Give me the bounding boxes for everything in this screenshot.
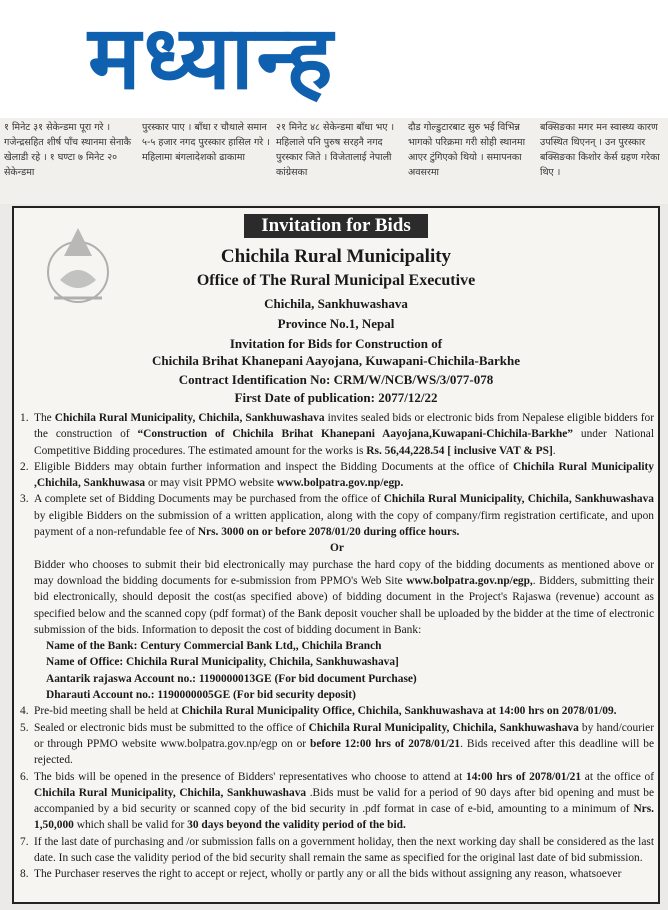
- newspaper-title: मध्यान्ह: [88, 6, 336, 109]
- list-item: 2. Eligible Bidders may obtain further information and inspect the Bidding Documents at the office of Chichila Rural Municipality ,Chichila, Sankhuwasa or may visit PPMO website www.bolpatra.gov.np/egp.: [20, 460, 654, 490]
- list-item: 5. Sealed or electronic bids must be submitted to the office of Chichila Rural Municipality, Chichila, Sankhuwashava by hand/courier or through PPMO website www.bolpatra.gov.np/egp on or before 12:00 hrs of 2078/01/21. Bids received after this deadline will be rejected.: [20, 721, 655, 767]
- list-item: 7. If the last date of purchasing and /or submission falls on a government holiday, then the next working day shall be considered as the last date. In such case the validity period of the bid security shall remain the same as specified for the original last date of bid submission.: [20, 835, 654, 865]
- newspaper-masthead: [0, 0, 668, 118]
- news-fragment: दौड गोल्डुटारबाट सुरु भई विभिन्न भागको परिक्रमा गरी सोही स्थानमा आएर टुंगिएको थियो । समापनका अवसरमा: [408, 122, 526, 178]
- location: Chichila, Sankhuwashava: [264, 296, 408, 311]
- news-fragment: २१ मिनेट ४८ सेकेन्डमा बाँधा भए । महिलाले पनि पुरुष सरहनै नगद पुरस्कार जिते । विजेतालाई नेपाली कांग्रेसका: [276, 122, 395, 178]
- list-item: 6. The bids will be opened in the presence of Bidders' representatives who choose to attend at 14:00 hrs of 2078/01/21 at the office of Chichila Rural Municipality, Chichila, Sankhuwashava .Bids must be valid for a period of 90 days after bid opening and must be accompanied by a bid security or scanned copy of the bid security in .pdf format in case of e-bid, amounting to a minimum of Nrs. 1,50,000 which shall be valid for 30 days beyond the validity period of the bid.: [20, 770, 655, 832]
- contract-id: Contract Identification No: CRM/W/NCB/WS/3/077-078: [178, 372, 494, 387]
- dharauti-account: Dharauti Account no.: 1190000005GE (For bid security deposit): [46, 689, 356, 702]
- list-item: 1. The Chichila Rural Municipality, Chichila, Sankhuwashava invites sealed bids or electronic bids from Nepalese eligible bidders for the construction of “Construction of Chichila Brihat Khanepani Aayojana,Kuwapani-Chichila-Barkhe” under National Competitive Bidding procedures. The estimated amount for the works is Rs. 56,44,228.54 [ inclusive VAT & PS].: [20, 412, 654, 457]
- invitation-line-1: Invitation for Bids for Construction of: [229, 336, 443, 351]
- news-fragment: १ मिनेट ३१ सेकेन्डमा पूरा गरे । गजेन्द्रसहित शीर्ष पाँच स्थानमा सेनाकै खेलाडी रहे । १ घण्टा ७ मिनेट २० सेकेन्डमा: [4, 122, 132, 178]
- invitation-line-2: Chichila Brihat Khanepani Aayojana, Kuwapani-Chichila-Barkhe: [151, 353, 521, 368]
- aantarik-account: Aantarik rajaswa Account no.: 1190000013GE (For bid document Purchase): [46, 672, 417, 685]
- news-fragment: पुरस्कार पाए । बाँधा र चौथाले समान ५-५ हजार नगद पुरस्कार हासिल गरे । महिलामा बंगलादेशको ढाकामा: [142, 122, 270, 163]
- notice-body: [20, 410, 654, 883]
- electronic-bid-paragraph: Bidder who chooses to submit their bid electronically may purchase the hard copy of the bidding documents as mentioned above or may download the bidding documents for e-submission from PPMO's Web Site www.bolpatra.gov.np/egp,. Bidders, submitting their bid electronically, should deposit the cost(as specified above) of bidding document in the Project's Rajaswa (revenue) account as specified below and the scanned copy (pdf format) of the Bank deposit voucher shall be uploaded by the bidder at the time of electronic submission of the bids. Information to deposit the cost of bidding document in Bank:: [34, 558, 654, 636]
- office-account-name: Name of Office: Chichila Rural Municipality, Chichila, Sankhuwashava]: [46, 656, 399, 669]
- publication-date: First Date of publication: 2077/12/22: [234, 390, 438, 405]
- org-name: Chichila Rural Municipality: [220, 246, 452, 267]
- bid-notice: [12, 206, 660, 904]
- list-item: 4. Pre-bid meeting shall be held at Chichila Rural Municipality Office, Chichila, Sankhuwashava at 14:00 hrs on 2078/01/09.: [20, 705, 617, 718]
- bank-name: Name of the Bank: Century Commercial Bank Ltd,, Chichila Branch: [46, 640, 382, 653]
- list-item: 3. A complete set of Bidding Documents may be purchased from the office of Chichila Rural Municipality, Chichila, Sankhuwashava by eligible Bidders on the submission of a written application, along with the copy of company/firm registration certificate, and upon payment of a non-refundable fee of Nrs. 3000 on or before 2078/01/20 during office hours.: [20, 493, 655, 539]
- news-fragment: बक्सिङका मगर मन स्वास्थ्य कारण उपस्थित थिएनन् । उन पुरस्कार बक्सिङका किशोर केर्स ग्रहण गरेका थिए ।: [540, 122, 660, 178]
- list-item: 8. The Purchaser reserves the right to accept or reject, wholly or partly any or all the bids without assigning any reason, whatsoever: [20, 868, 622, 881]
- notice-banner: Invitation for Bids: [244, 214, 428, 238]
- or-separator: Or: [330, 542, 344, 555]
- province: Province No.1, Nepal: [277, 316, 395, 331]
- office-name: Office of The Rural Municipal Executive: [196, 272, 476, 289]
